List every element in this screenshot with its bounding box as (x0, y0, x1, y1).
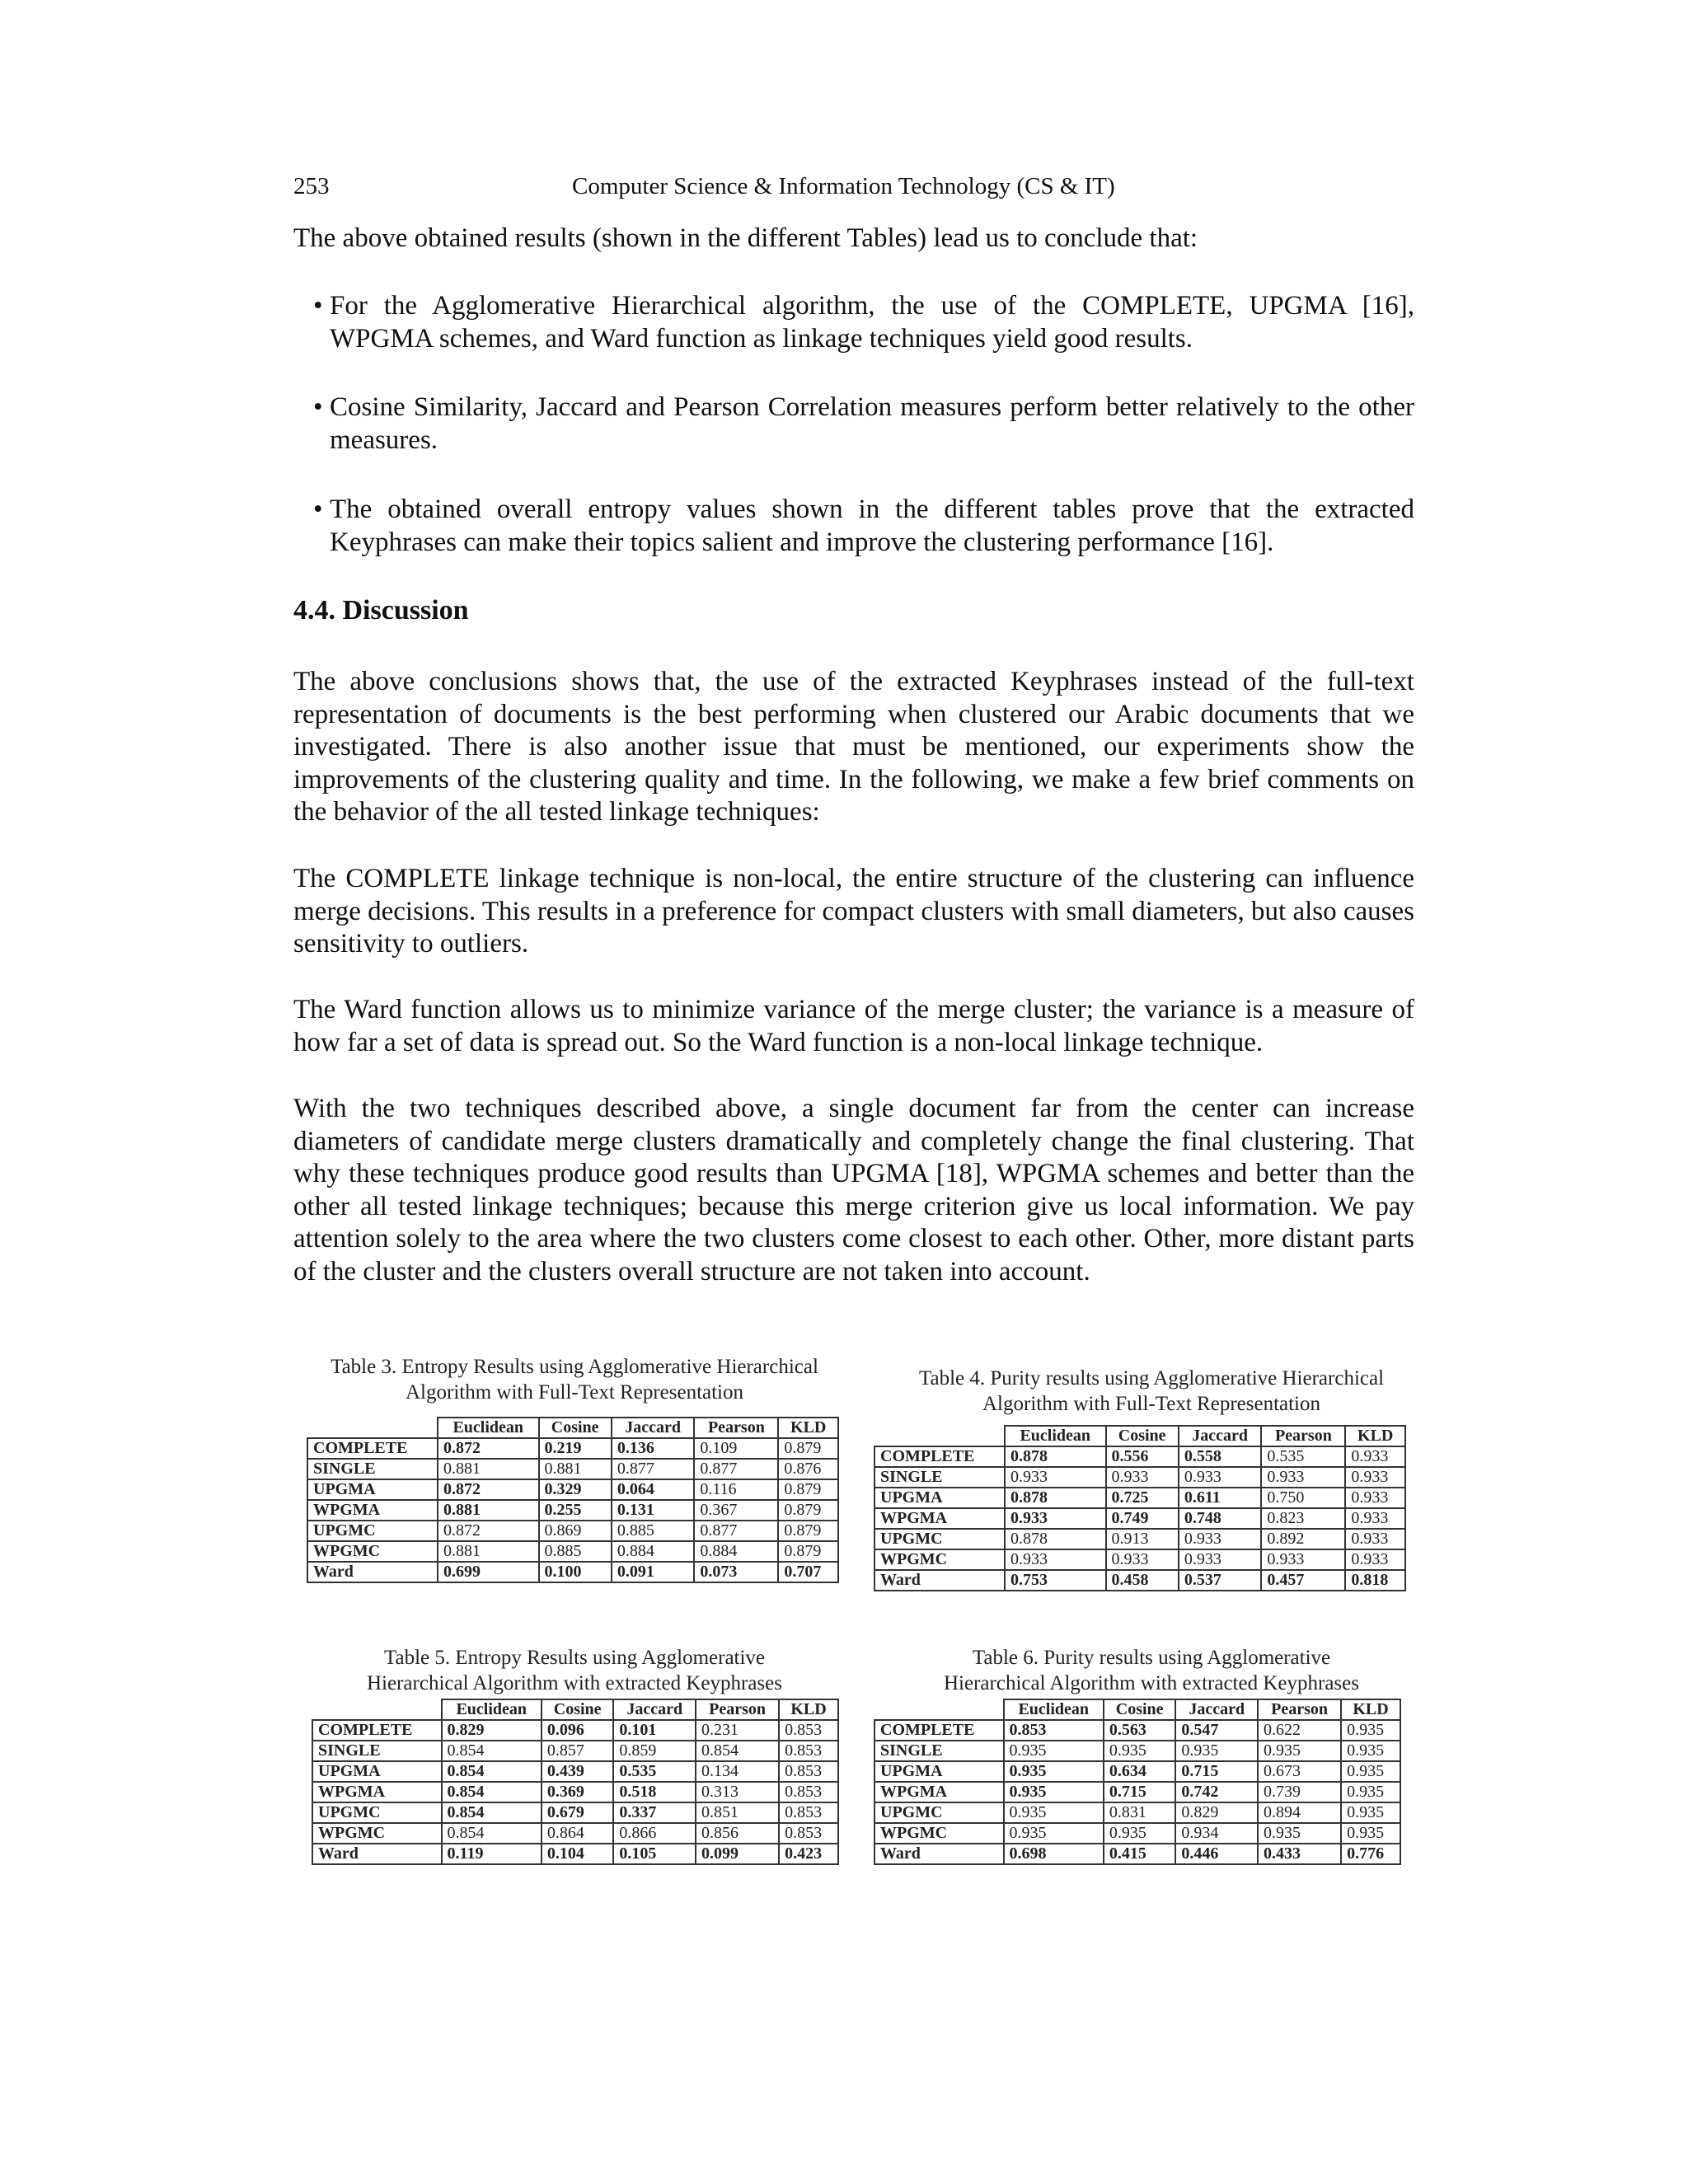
table-cell: 0.622 (1258, 1720, 1341, 1741)
table-caption (307, 1354, 842, 1405)
bullet-item (313, 391, 1414, 457)
column-header: Euclidean (438, 1418, 539, 1438)
row-label: Ward (874, 1844, 1004, 1864)
table-row (312, 1782, 838, 1802)
table-cell: 0.933 (1106, 1549, 1179, 1570)
caption-line: Table 3. Entropy Results using Agglomerative Hierarchical (331, 1356, 818, 1378)
table-cell: 0.823 (1261, 1508, 1345, 1529)
table-cell: 0.935 (1341, 1802, 1400, 1823)
table-row (307, 1459, 838, 1479)
table-cell: 0.935 (1004, 1782, 1104, 1802)
table-cell: 0.739 (1258, 1782, 1341, 1802)
table-cell: 0.854 (442, 1782, 542, 1802)
column-header: KLD (778, 1418, 838, 1438)
bullet-icon: • (313, 494, 323, 524)
table-row (874, 1741, 1400, 1761)
table-cell: 0.881 (438, 1541, 539, 1562)
column-header: Cosine (1104, 1699, 1176, 1720)
row-label: UPGMC (874, 1802, 1004, 1823)
table-cell: 0.854 (696, 1741, 779, 1761)
table-cell: 0.935 (1004, 1802, 1104, 1823)
table-cell: 0.104 (542, 1844, 614, 1864)
page-number: 253 (293, 173, 330, 199)
table-cell: 0.878 (1005, 1446, 1106, 1467)
table-cell: 0.885 (612, 1521, 695, 1541)
corner-cell (312, 1699, 442, 1720)
table-cell: 0.853 (779, 1741, 838, 1761)
table-cell: 0.829 (442, 1720, 542, 1741)
table-cell: 0.935 (1004, 1823, 1104, 1844)
table-header-row (874, 1426, 1405, 1446)
column-header: Cosine (1106, 1426, 1179, 1446)
table-cell: 0.877 (694, 1521, 778, 1541)
bullet-text: Cosine Similarity, Jaccard and Pearson Correlation measures perform better relatively to the other measures. (330, 392, 1414, 455)
results-table (307, 1417, 839, 1583)
table-cell: 0.457 (1261, 1570, 1345, 1591)
table-cell: 0.518 (613, 1782, 696, 1802)
caption-line: Table 6. Purity results using Agglomerative (972, 1647, 1331, 1669)
table-cell: 0.119 (442, 1844, 542, 1864)
table-cell: 0.892 (1261, 1529, 1345, 1549)
table-cell: 0.856 (696, 1823, 779, 1844)
column-header: Jaccard (1175, 1699, 1258, 1720)
table-cell: 0.458 (1106, 1570, 1179, 1591)
caption-line: Algorithm with Full-Text Representation (406, 1381, 743, 1404)
table-cell: 0.853 (779, 1782, 838, 1802)
table-row (874, 1446, 1405, 1467)
intro-text: The above obtained results (shown in the different Tables) lead us to conclude that: (293, 223, 1198, 253)
table-cell: 0.935 (1341, 1720, 1400, 1741)
table-row (874, 1488, 1405, 1508)
table-cell: 0.935 (1341, 1761, 1400, 1782)
table-cell: 0.535 (1261, 1446, 1345, 1467)
row-label: SINGLE (312, 1741, 442, 1761)
paragraph: With the two techniques described above, a single document far from the center can increase diameters of candidate merge clusters dramatically and completely change the final clustering. That why these techniques produce good results than UPGMA [18], WPGMA schemes and better than the other all tested linkage techniques; because this merge criterion give us local information. We pay attention solely to the area where the two clusters come closest to each other. Other, more distant parts of the cluster and the clusters overall structure are not taken into account. (293, 1094, 1414, 1286)
caption-line: Table 4. Purity results using Agglomerative Hierarchical (918, 1367, 1385, 1390)
table-cell: 0.935 (1004, 1741, 1104, 1761)
table-cell: 0.933 (1005, 1549, 1106, 1570)
column-header: Euclidean (1005, 1426, 1106, 1446)
table-cell: 0.313 (696, 1782, 779, 1802)
table-cell: 0.101 (613, 1720, 696, 1741)
table-header-row (307, 1418, 838, 1438)
table-cell: 0.535 (613, 1761, 696, 1782)
table-cell: 0.877 (612, 1459, 695, 1479)
table-cell: 0.854 (442, 1761, 542, 1782)
table-row (874, 1823, 1400, 1844)
table-cell: 0.859 (613, 1741, 696, 1761)
table-cell: 0.935 (1004, 1761, 1104, 1782)
table-cell: 0.933 (1005, 1467, 1106, 1488)
table-cell: 0.099 (696, 1844, 779, 1864)
table-cell: 0.219 (539, 1438, 612, 1459)
table-cell: 0.933 (1345, 1467, 1405, 1488)
table-cell: 0.556 (1106, 1446, 1179, 1467)
table-row (307, 1438, 838, 1459)
table-cell: 0.109 (694, 1438, 778, 1459)
table-row (312, 1720, 838, 1741)
paragraph: The Ward function allows us to minimize variance of the merge cluster; the variance is a measure of how far a set of data is spread out. So the Ward function is a non-local linkage technique. (293, 995, 1414, 1057)
table-row (307, 1479, 838, 1500)
table-cell: 0.369 (542, 1782, 614, 1802)
table-header-row (874, 1699, 1400, 1720)
table-cell: 0.878 (1005, 1529, 1106, 1549)
table-cell: 0.725 (1106, 1488, 1179, 1508)
table-cell: 0.933 (1345, 1446, 1405, 1467)
table-cell: 0.673 (1258, 1761, 1341, 1782)
table-cell: 0.869 (539, 1521, 612, 1541)
table-cell: 0.634 (1104, 1761, 1176, 1782)
table-cell: 0.537 (1179, 1570, 1262, 1591)
table-row (874, 1844, 1400, 1864)
table-cell: 0.329 (539, 1479, 612, 1500)
table-cell: 0.935 (1341, 1782, 1400, 1802)
row-label: UPGMC (312, 1802, 442, 1823)
table-cell: 0.715 (1175, 1761, 1258, 1782)
table-cell: 0.879 (778, 1541, 838, 1562)
table-cell: 0.337 (613, 1802, 696, 1823)
column-header: KLD (1345, 1426, 1405, 1446)
table-cell: 0.884 (612, 1541, 695, 1562)
table-cell: 0.699 (438, 1562, 539, 1582)
table-cell: 0.933 (1106, 1467, 1179, 1488)
table-cell: 0.864 (542, 1823, 614, 1844)
bullet-item (313, 290, 1414, 355)
table-cell: 0.935 (1258, 1741, 1341, 1761)
table-cell: 0.877 (694, 1459, 778, 1479)
table-cell: 0.933 (1345, 1488, 1405, 1508)
table-cell: 0.547 (1175, 1720, 1258, 1741)
table-row (312, 1802, 838, 1823)
table-cell: 0.933 (1005, 1508, 1106, 1529)
table-cell: 0.776 (1341, 1844, 1400, 1864)
table-cell: 0.698 (1004, 1844, 1104, 1864)
table-cell: 0.853 (1004, 1720, 1104, 1741)
table-cell: 0.935 (1104, 1741, 1176, 1761)
table-row (312, 1844, 838, 1864)
table-cell: 0.933 (1345, 1529, 1405, 1549)
table-cell: 0.753 (1005, 1570, 1106, 1591)
table-cell: 0.933 (1345, 1508, 1405, 1529)
row-label: UPGMA (874, 1488, 1005, 1508)
table-row (874, 1782, 1400, 1802)
table-cell: 0.423 (779, 1844, 838, 1864)
row-label: COMPLETE (874, 1720, 1004, 1741)
table-cell: 0.563 (1104, 1720, 1176, 1741)
table-cell: 0.857 (542, 1741, 614, 1761)
column-header: Pearson (694, 1418, 778, 1438)
row-label: SINGLE (874, 1741, 1004, 1761)
paragraph: The COMPLETE linkage technique is non-local, the entire structure of the clustering can influence merge decisions. This results in a preference for compact clusters with small diameters, but also causes sensitivity to outliers. (293, 864, 1414, 958)
column-header: Pearson (1258, 1699, 1341, 1720)
table-cell: 0.116 (694, 1479, 778, 1500)
row-label: WPGMC (874, 1549, 1005, 1570)
table-cell: 0.854 (442, 1823, 542, 1844)
table-row (874, 1720, 1400, 1741)
table-cell: 0.935 (1258, 1823, 1341, 1844)
paragraph: The above conclusions shows that, the use of the extracted Keyphrases instead of the full-text representation of documents is the best performing when clustered our Arabic documents that we investigated. There is also another issue that must be mentioned, our experiments show the improvements of the clustering quality and time. In the following, we make a few brief comments on the behavior of the all tested linkage techniques: (293, 667, 1414, 827)
table-cell: 0.748 (1179, 1508, 1262, 1529)
table-cell: 0.933 (1261, 1467, 1345, 1488)
row-label: WPGMC (312, 1823, 442, 1844)
table-row (307, 1500, 838, 1521)
row-label: UPGMC (874, 1529, 1005, 1549)
table-cell: 0.881 (539, 1459, 612, 1479)
table-cell: 0.872 (438, 1438, 539, 1459)
running-title: Computer Science & Information Technology (CS & IT) (572, 173, 1115, 199)
table-row (874, 1570, 1405, 1591)
table-cell: 0.073 (694, 1562, 778, 1582)
table-row (874, 1467, 1405, 1488)
table-cell: 0.096 (542, 1720, 614, 1741)
table-cell: 0.091 (612, 1562, 695, 1582)
table-cell: 0.715 (1104, 1782, 1176, 1802)
table-cell: 0.881 (438, 1500, 539, 1521)
table-cell: 0.558 (1179, 1446, 1262, 1467)
corner-cell (874, 1699, 1004, 1720)
table-row (874, 1802, 1400, 1823)
table-caption (884, 1366, 1419, 1417)
table-cell: 0.933 (1179, 1549, 1262, 1570)
column-header: KLD (1341, 1699, 1400, 1720)
table-cell: 0.105 (613, 1844, 696, 1864)
column-header: Euclidean (442, 1699, 542, 1720)
table-cell: 0.853 (779, 1761, 838, 1782)
table-cell: 0.851 (696, 1802, 779, 1823)
table-cell: 0.255 (539, 1500, 612, 1521)
row-label: SINGLE (874, 1467, 1005, 1488)
table-caption (307, 1645, 842, 1696)
table-cell: 0.872 (438, 1521, 539, 1541)
table-caption (884, 1645, 1419, 1696)
table-cell: 0.854 (442, 1802, 542, 1823)
table-cell: 0.367 (694, 1500, 778, 1521)
row-label: WPGMA (874, 1508, 1005, 1529)
table-cell: 0.879 (778, 1521, 838, 1541)
row-label: WPGMA (312, 1782, 442, 1802)
row-label: UPGMA (307, 1479, 438, 1500)
table-cell: 0.829 (1175, 1802, 1258, 1823)
table-row (312, 1741, 838, 1761)
bullet-text: For the Agglomerative Hierarchical algorithm, the use of the COMPLETE, UPGMA [16], WPGMA schemes, and Ward function as linkage techniques yield good results. (330, 291, 1414, 354)
table-row (874, 1508, 1405, 1529)
table-row (312, 1761, 838, 1782)
table-row (874, 1549, 1405, 1570)
table-cell: 0.933 (1261, 1549, 1345, 1570)
row-label: COMPLETE (307, 1438, 438, 1459)
table-cell: 0.866 (613, 1823, 696, 1844)
row-label: SINGLE (307, 1459, 438, 1479)
table-cell: 0.818 (1345, 1570, 1405, 1591)
row-label: COMPLETE (312, 1720, 442, 1741)
row-label: UPGMA (874, 1761, 1004, 1782)
table-cell: 0.879 (778, 1438, 838, 1459)
table-cell: 0.879 (778, 1479, 838, 1500)
column-header: Jaccard (1179, 1426, 1262, 1446)
corner-cell (874, 1426, 1005, 1446)
table-cell: 0.433 (1258, 1844, 1341, 1864)
row-label: WPGMA (874, 1782, 1004, 1802)
column-header: Cosine (539, 1418, 612, 1438)
table-cell: 0.935 (1104, 1823, 1176, 1844)
table-cell: 0.853 (779, 1720, 838, 1741)
column-header: Pearson (1261, 1426, 1345, 1446)
row-label: WPGMC (874, 1823, 1004, 1844)
column-header: Jaccard (612, 1418, 695, 1438)
table-cell: 0.933 (1179, 1467, 1262, 1488)
caption-line: Hierarchical Algorithm with extracted Keyphrases (944, 1672, 1359, 1694)
table-cell: 0.935 (1341, 1823, 1400, 1844)
table-cell: 0.853 (779, 1802, 838, 1823)
table-cell: 0.876 (778, 1459, 838, 1479)
table-cell: 0.935 (1175, 1741, 1258, 1761)
table-cell: 0.934 (1175, 1823, 1258, 1844)
results-table (874, 1699, 1401, 1865)
results-table (874, 1425, 1406, 1591)
table-cell: 0.884 (694, 1541, 778, 1562)
table-cell: 0.134 (696, 1761, 779, 1782)
table-cell: 0.935 (1341, 1741, 1400, 1761)
row-label: WPGMC (307, 1541, 438, 1562)
table-row (307, 1521, 838, 1541)
table-cell: 0.707 (778, 1562, 838, 1582)
row-label: Ward (874, 1570, 1005, 1591)
table-row (312, 1823, 838, 1844)
table-cell: 0.854 (442, 1741, 542, 1761)
table-cell: 0.064 (612, 1479, 695, 1500)
table-cell: 0.679 (542, 1802, 614, 1823)
table-cell: 0.933 (1179, 1529, 1262, 1549)
section-heading: 4.4. Discussion (293, 595, 469, 626)
table-cell: 0.853 (779, 1823, 838, 1844)
bullet-icon: • (313, 392, 323, 422)
table-cell: 0.881 (438, 1459, 539, 1479)
table-cell: 0.750 (1261, 1488, 1345, 1508)
row-label: Ward (312, 1844, 442, 1864)
table-row (307, 1562, 838, 1582)
caption-line: Algorithm with Full-Text Representation (982, 1393, 1320, 1415)
column-header: Pearson (696, 1699, 779, 1720)
row-label: UPGMA (312, 1761, 442, 1782)
column-header: KLD (779, 1699, 838, 1720)
table-cell: 0.894 (1258, 1802, 1341, 1823)
table-header-row (312, 1699, 838, 1720)
table-cell: 0.749 (1106, 1508, 1179, 1529)
table-cell: 0.131 (612, 1500, 695, 1521)
bullet-text: The obtained overall entropy values shown in the different tables prove that the extracted Keyphrases can make their topics salient and improve the clustering performance [16]. (330, 494, 1414, 557)
corner-cell (307, 1418, 438, 1438)
row-label: UPGMC (307, 1521, 438, 1541)
row-label: Ward (307, 1562, 438, 1582)
results-table (312, 1699, 839, 1865)
table-cell: 0.831 (1104, 1802, 1176, 1823)
table-cell: 0.885 (539, 1541, 612, 1562)
caption-line: Hierarchical Algorithm with extracted Keyphrases (367, 1672, 782, 1694)
column-header: Jaccard (613, 1699, 696, 1720)
table-cell: 0.913 (1106, 1529, 1179, 1549)
table-cell: 0.415 (1104, 1844, 1176, 1864)
table-cell: 0.872 (438, 1479, 539, 1500)
column-header: Cosine (542, 1699, 614, 1720)
table-row (307, 1541, 838, 1562)
row-label: COMPLETE (874, 1446, 1005, 1467)
column-header: Euclidean (1004, 1699, 1104, 1720)
table-cell: 0.611 (1179, 1488, 1262, 1508)
table-cell: 0.879 (778, 1500, 838, 1521)
table-cell: 0.878 (1005, 1488, 1106, 1508)
table-cell: 0.136 (612, 1438, 695, 1459)
table-cell: 0.933 (1345, 1549, 1405, 1570)
row-label: WPGMA (307, 1500, 438, 1521)
table-row (874, 1761, 1400, 1782)
table-row (874, 1529, 1405, 1549)
table-cell: 0.231 (696, 1720, 779, 1741)
table-cell: 0.100 (539, 1562, 612, 1582)
bullet-icon: • (313, 291, 323, 321)
table-cell: 0.439 (542, 1761, 614, 1782)
table-cell: 0.446 (1175, 1844, 1258, 1864)
caption-line: Table 5. Entropy Results using Agglomerative (383, 1647, 766, 1669)
bullet-item (313, 494, 1414, 559)
table-cell: 0.742 (1175, 1782, 1258, 1802)
